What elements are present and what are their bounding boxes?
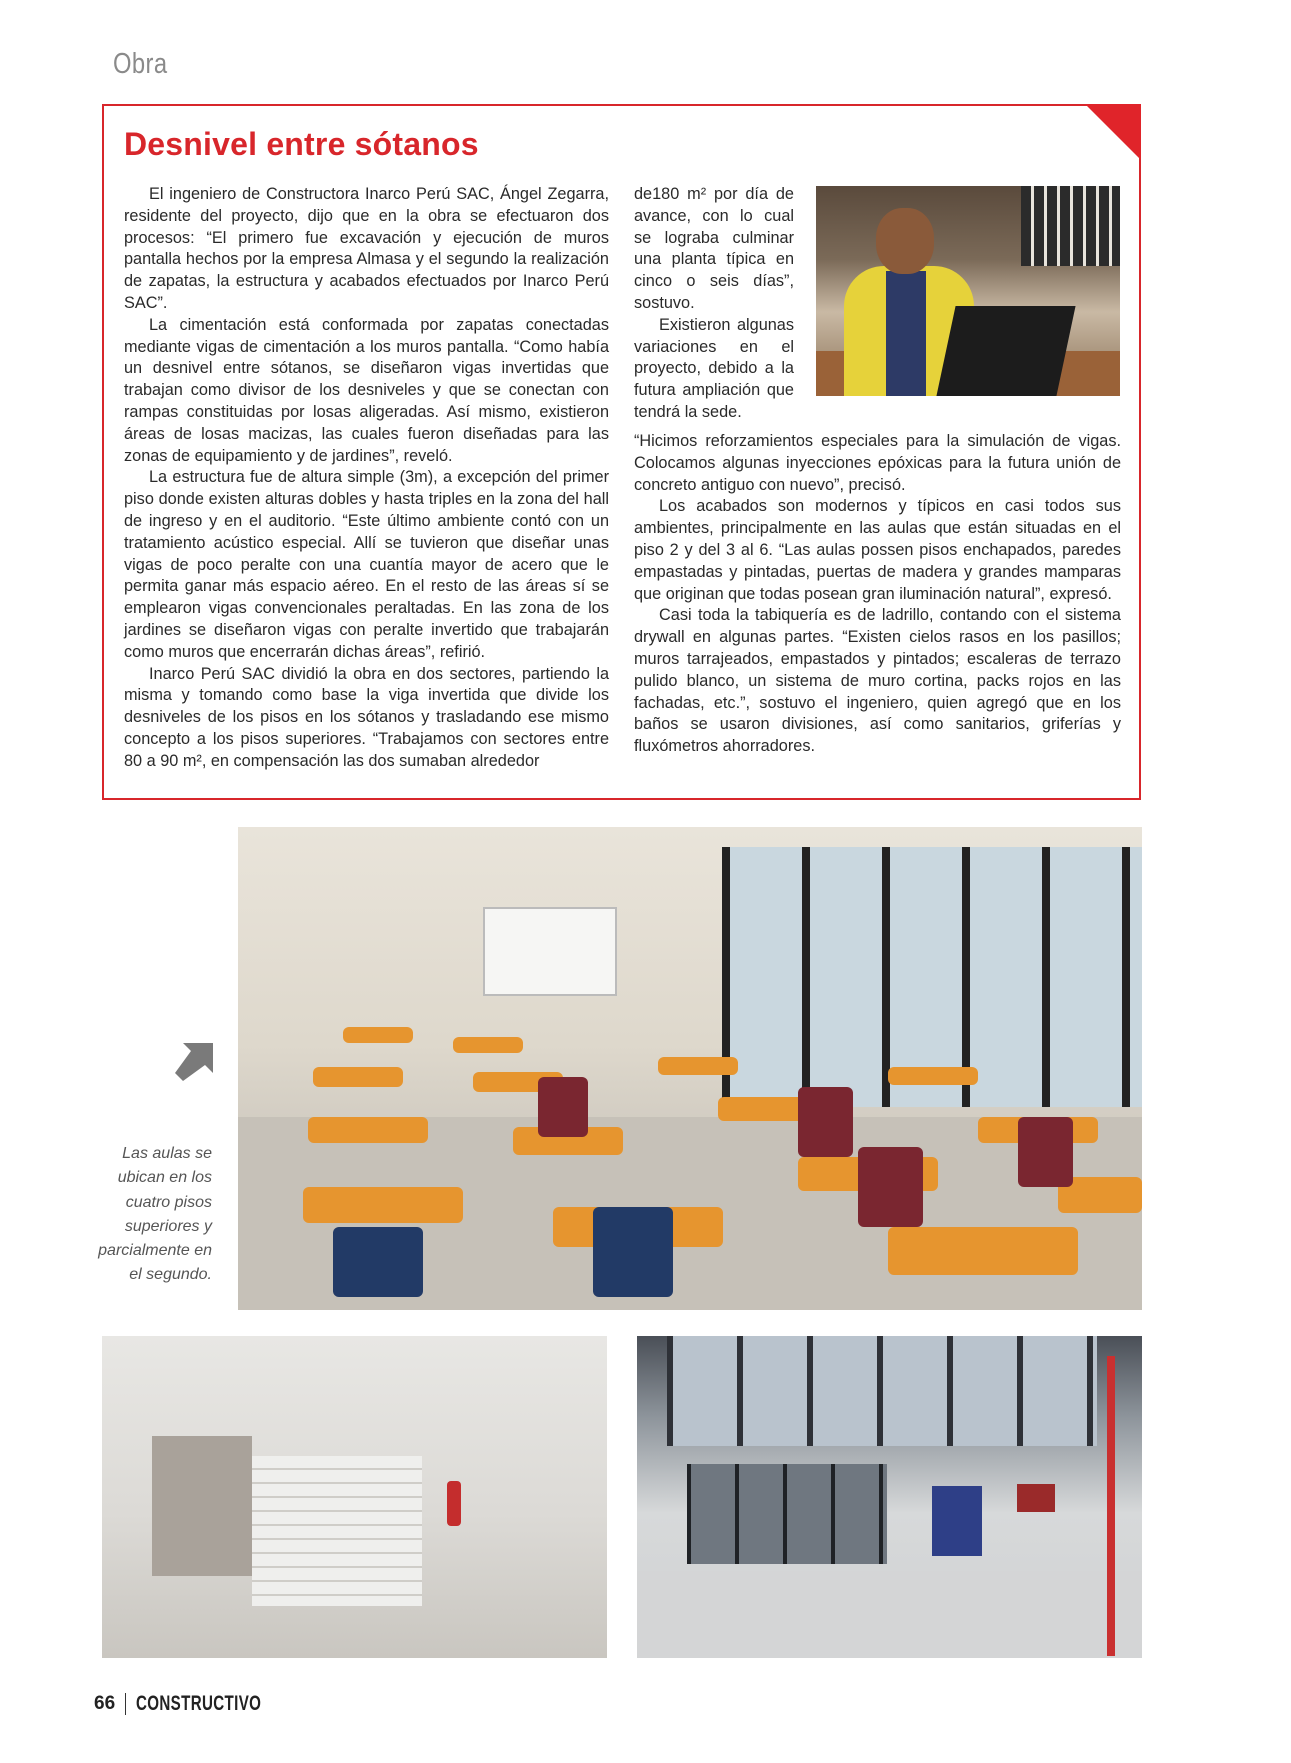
paragraph: Inarco Perú SAC dividió la obra en dos sectores, partiendo la misma y tomando como base la viga invertida que divide los desniveles de los pisos en los sótanos y trasladando ese mismo concepto a los pisos superiores. “Trabajamos con sectores entre 80 a 90 m², en compensación las dos sumaban alrededor [124,664,609,770]
paragraph: El ingeniero de Constructora Inarco Perú SAC, Ángel Zegarra, residente del proyecto, dijo que en la obra se efectuaron dos procesos: “El primero fue excavación y ejecución de muros pantalla hechos por la empresa Almasa y el segundo la realización de zapatas, la estructura y acabados efectuados por Inarco Perú SAC”. [124,185,609,312]
paragraph: de180 m² por día de avance, con lo cual se lograba culminar una planta típica en cinco o seis días”, sostuvo. [634,185,794,312]
classroom-photo [238,827,1142,1310]
footer-divider [125,1693,126,1715]
stairs-photo [102,1336,607,1658]
page-footer [94,1692,310,1716]
paragraph: Existieron algunas variaciones en el proyecto, debido a la futura ampliación que tendrá la sede. [634,315,794,421]
section-label: Obra [113,48,168,80]
right-top-column [634,184,794,424]
paragraph: Los acabados son modernos y típicos en casi todos sus ambientes, principalmente en las aulas que están situadas en el piso 2 y del 3 al 6. “Las aulas possen pisos enchapados, paredes empastadas y pintadas, puertas de madera y grandes mamparas que originan que todas posean gran iluminación natural”, expresó. [634,497,1121,603]
photo-caption: Las aulas se ubican en los cuatro pisos superiores y parcialmente en el segundo. [98,1145,212,1284]
arrow-up-right-icon [175,1043,213,1081]
right-column [634,431,1121,758]
paragraph: La cimentación está conformada por zapatas conectadas mediante vigas de cimentación a los muros pantalla. “Como había un desnivel entre sótanos, se diseñaron vigas invertidas que trabajan como divisor de los desniveles y que se conectan con rampas constituidas por losas aligeradas. Así mismo, existieron áreas de losas macizas, las cuales fueron diseñadas para las zonas de equipamiento y de jardines”, reveló. [124,315,609,465]
article-box [102,104,1141,800]
paragraph: La estructura fue de altura simple (3m), a excepción del primer piso donde existen alturas dobles y hasta triples en la zona del hall de ingreso y en el auditorio. “Este último ambiente contó con un tratamiento acústico especial. Allí se tuvieron que diseñar unas vigas de poco peralte con una cuantía mayor de acero que le permita ganar más espacio aéreo. En el resto de las áreas sí se emplearon vigas convencionales peraltadas. En las zona de los jardines se diseñaron vigas con peralte invertido que trabajarán como muros que encerrarán dichas áreas”, refirió. [124,468,609,661]
hall-photo [637,1336,1142,1658]
left-column [124,184,609,773]
paragraph: Casi toda la tabiquería es de ladrillo, contando con el sistema drywall en algunas partes. “Existen cielos rasos en los pasillos; muros tarrajeados, empastados y pintados; escaleras de terrazo pulido blanco, un sistema de muro cortina, packs rojos en las fachadas, etc.”, sostuvo el ingeniero, quien agregó que en los baños se usaron divisiones, así como sanitarios, griferías y fluxómetros ahorradores. [634,606,1121,756]
engineer-photo [816,186,1120,396]
paragraph: “Hicimos reforzamientos especiales para la simulación de vigas. Colocamos algunas inyecciones epóxicas para la futura unión de concreto antiguo con nuevo”, precisó. [634,432,1121,494]
page-number: 66 [94,1693,116,1714]
corner-accent [1085,104,1141,160]
article-title: Desnivel entre sótanos [124,126,479,162]
magazine-brand: CONSTRUCTIVO [136,1692,262,1715]
